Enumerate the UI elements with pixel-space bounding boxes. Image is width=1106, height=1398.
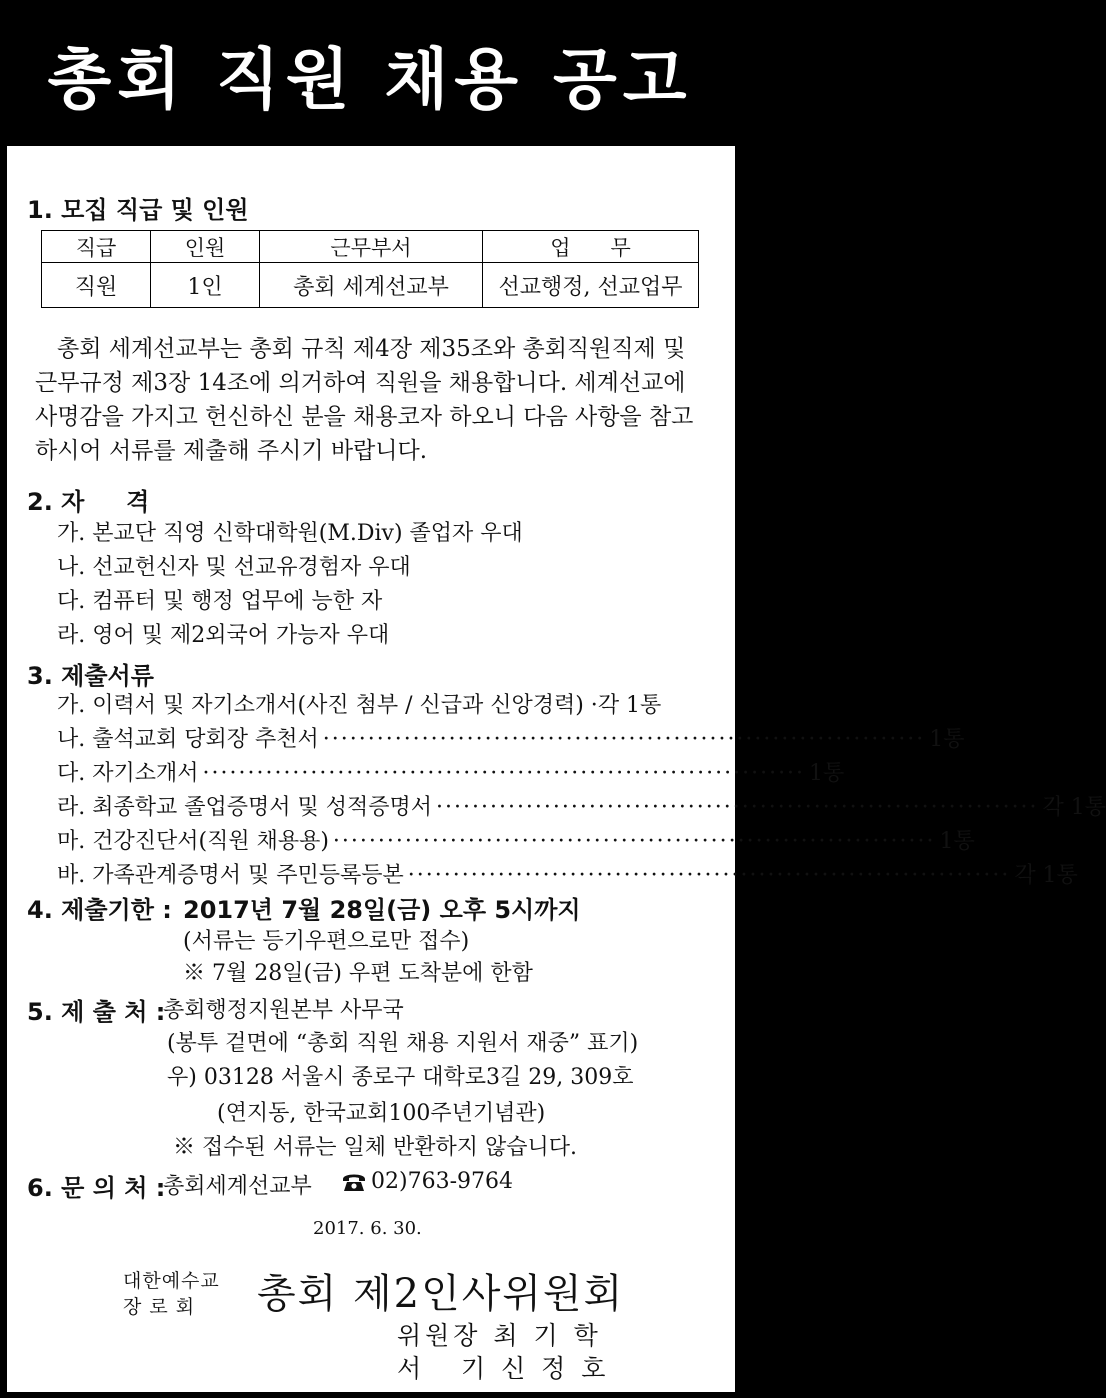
intro-line: 하시어 서류를 제출해 주시기 바랍니다. [35,438,428,464]
deadline-note: (서류는 등기우편으로만 접수) [183,929,470,954]
section-3-heading: 3. 제출서류 [27,662,154,690]
table-cell: 1인 [151,263,260,308]
contact-dept: 총회세계선교부 [163,1174,312,1199]
document-count: 1통 [809,761,845,786]
document-item [57,756,845,787]
deadline-note: ※ 7월 28일(금) 우편 도착분에 한함 [183,961,533,986]
intro-line: 총회 세계선교부는 총회 규칙 제4장 제35조와 총회직원직제 및 [57,336,686,362]
document-name: 다. 자기소개서 [57,761,199,786]
document-count: 1통 [929,727,965,752]
document-name: 마. 건강진단서(직원 채용용) [57,829,329,854]
intro-line: 근무규정 제3장 14조에 의거하여 직원을 채용합니다. 세계선교에 [35,370,686,396]
table-header: 업 무 [483,231,699,263]
document-count: 각 1통 [1042,795,1106,820]
document-name: 라. 최종학교 졸업증명서 및 성적증명서 [57,795,432,820]
secretary-name: 서 기 신 정 호 [397,1354,610,1383]
org-name-top: 대한예수교 [123,1270,220,1292]
postal-address: 우) 03128 서울시 종로구 대학로3길 29, 309호 [167,1065,634,1090]
contact-phone: 02)763-9764 [371,1169,513,1194]
table-header: 근무부서 [260,231,483,263]
page-title: 총회 직원 채용 공고 [47,40,693,118]
table-cell: 직원 [42,263,151,308]
telephone-icon [341,1170,367,1194]
deadline-value: 2017년 7월 28일(금) 오후 5시까지 [183,896,581,924]
document-name: 가. 이력서 및 자기소개서(사진 첨부 / 신급과 신앙경력) · [57,693,598,718]
document-count: 1통 [939,829,975,854]
intro-line: 사명감을 가지고 헌신하신 분을 채용코자 하오니 다음 사항을 참고 [35,404,694,430]
table-header-row [42,231,699,263]
recruitment-table [41,230,699,308]
table-header: 직급 [42,231,151,263]
building-name: (연지동, 한국교회100주년기념관) [217,1101,546,1126]
document-item [57,858,1078,889]
title-banner [0,0,740,146]
leader-dots: ··································································· [332,829,936,854]
return-note: ※ 접수된 서류는 일체 반환하지 않습니다. [173,1135,577,1160]
table-header: 인원 [151,231,260,263]
table-cell: 선교행정, 선교업무 [483,263,699,308]
leader-dots: ··································································· [407,863,1011,888]
table-cell: 총회 세계선교부 [260,263,483,308]
qualification-item: 라. 영어 및 제2외국어 가능자 우대 [57,623,390,648]
org-name-bottom: 장 로 회 [123,1296,196,1318]
committee-name: 총회 제2인사위원회 [257,1271,625,1317]
document-item [57,722,965,753]
section-6-label: 6. 문 의 처 : [27,1174,166,1202]
document-name: 나. 출석교회 당회장 추천서 [57,727,319,752]
intro-paragraph [35,332,715,468]
submission-office: 총회행정지원본부 사무국 [163,998,404,1023]
notice-date: 2017. 6. 30. [313,1218,422,1239]
section-2-heading: 2. 자 격 [27,488,150,516]
document-count: 각 1통 [1014,863,1078,888]
leader-dots: ··································································· [202,761,806,786]
leader-dots: ··································································· [322,727,926,752]
document-count: 각 1통 [597,693,662,718]
qualification-item: 가. 본교단 직영 신학대학원(M.Div) 졸업자 우대 [57,521,523,546]
leader-dots: ··································································· [436,795,1039,820]
qualification-item: 나. 선교헌신자 및 선교유경험자 우대 [57,555,411,580]
notice-body [6,146,1106,1392]
section-1-heading: 1. 모집 직급 및 인원 [27,196,249,224]
chairman-name: 위원장 최 기 학 [397,1321,602,1350]
section-4-label: 4. 제출기한 : [27,896,172,924]
document-name: 바. 가족관계증명서 및 주민등록등본 [57,863,404,888]
document-item [57,824,975,855]
table-row [42,263,699,308]
document-item [57,688,717,719]
envelope-note: (봉투 겉면에 “총회 직원 채용 지원서 재중” 표기) [167,1031,639,1056]
document-item [57,790,1106,821]
qualification-item: 다. 컴퓨터 및 행정 업무에 능한 자 [57,589,383,614]
section-5-label: 5. 제 출 처 : [27,998,166,1026]
